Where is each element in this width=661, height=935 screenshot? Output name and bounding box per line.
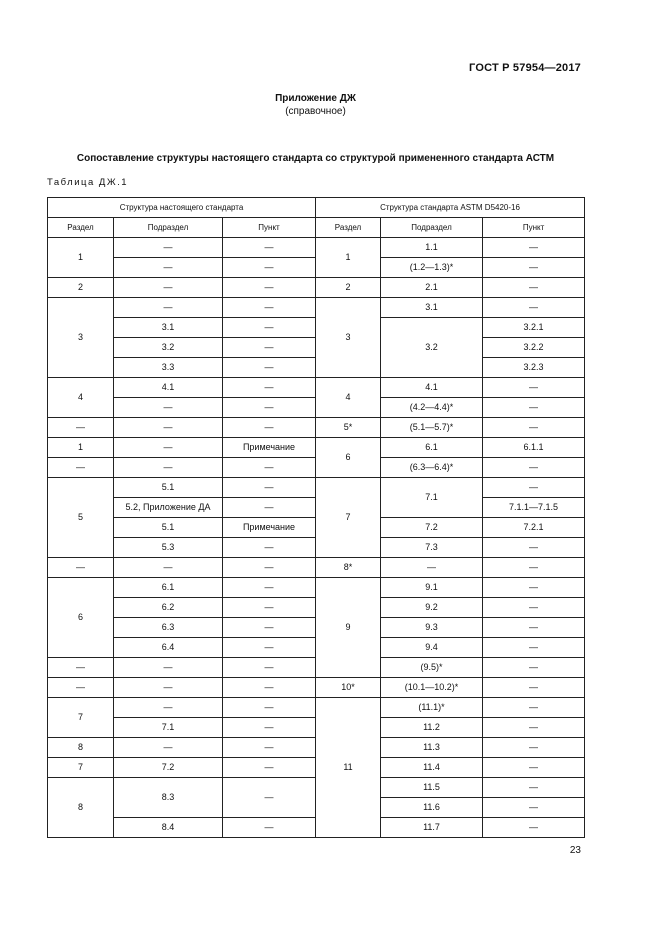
- table-cell: 3.2: [114, 338, 223, 358]
- table-cell: —: [483, 638, 585, 658]
- column-header-astm-clause: Пункт: [483, 218, 585, 238]
- table-cell: —: [483, 378, 585, 398]
- table-cell: —: [223, 538, 316, 558]
- table-cell: —: [114, 438, 223, 458]
- table-cell: 7.1: [381, 478, 483, 518]
- table-row: [48, 558, 585, 578]
- table-cell: —: [223, 378, 316, 398]
- table-cell: —: [483, 758, 585, 778]
- table-cell: 11.5: [381, 778, 483, 798]
- table-cell: —: [223, 238, 316, 258]
- table-cell: 1: [48, 238, 114, 278]
- table-cell: 5.1: [114, 518, 223, 538]
- table-cell: —: [223, 818, 316, 838]
- table-row: [48, 698, 585, 718]
- table-row: [48, 578, 585, 598]
- table-cell: —: [223, 398, 316, 418]
- table-cell: 1: [316, 238, 381, 278]
- table-cell: 7: [48, 698, 114, 738]
- table-cell: 7.3: [381, 538, 483, 558]
- table-cell: —: [483, 798, 585, 818]
- table-cell: —: [483, 818, 585, 838]
- table-cell: 2: [48, 278, 114, 298]
- table-cell: —: [483, 238, 585, 258]
- table-cell: —: [223, 638, 316, 658]
- table-cell: (11.1)*: [381, 698, 483, 718]
- table-cell: —: [114, 418, 223, 438]
- table-cell: (4.2—4.4)*: [381, 398, 483, 418]
- table-cell: —: [483, 398, 585, 418]
- table-cell: 11.7: [381, 818, 483, 838]
- table-row: [48, 378, 585, 398]
- table-cell: 5: [48, 478, 114, 558]
- table-cell: —: [223, 658, 316, 678]
- table-cell: —: [223, 558, 316, 578]
- table-cell: —: [223, 418, 316, 438]
- table-cell: 3: [48, 298, 114, 378]
- table-cell: 3.2.2: [483, 338, 585, 358]
- table-cell: (5.1—5.7)*: [381, 418, 483, 438]
- table-cell: 6.1: [381, 438, 483, 458]
- table-cell: —: [114, 658, 223, 678]
- table-cell: —: [114, 258, 223, 278]
- table-cell: 7.1.1—7.1.5: [483, 498, 585, 518]
- table-cell: —: [114, 298, 223, 318]
- table-cell: (1.2—1.3)*: [381, 258, 483, 278]
- table-cell: 6.3: [114, 618, 223, 638]
- annex-subtitle: (справочное): [285, 106, 346, 117]
- standard-number: ГОСТ Р 57954—2017: [469, 62, 581, 74]
- table-cell: 6: [316, 438, 381, 478]
- table-cell: —: [114, 458, 223, 478]
- table-cell: 4.1: [381, 378, 483, 398]
- table-cell: —: [483, 478, 585, 498]
- table-cell: —: [114, 738, 223, 758]
- table-cell: —: [114, 398, 223, 418]
- table-cell: 7.2.1: [483, 518, 585, 538]
- table-cell: —: [483, 598, 585, 618]
- table-cell: 1.1: [381, 238, 483, 258]
- table-cell: —: [483, 258, 585, 278]
- table-row: [48, 678, 585, 698]
- table-cell: —: [223, 738, 316, 758]
- table-cell: —: [223, 618, 316, 638]
- table-cell: 11: [316, 698, 381, 838]
- table-row: [48, 478, 585, 498]
- table-cell: 2: [316, 278, 381, 298]
- table-cell: 7.2: [114, 758, 223, 778]
- annex-heading: [0, 92, 631, 118]
- table-cell: 4.1: [114, 378, 223, 398]
- table-cell: 3.2.1: [483, 318, 585, 338]
- table-cell: 6.1.1: [483, 438, 585, 458]
- table-cell: 5.3: [114, 538, 223, 558]
- group-header-astm-standard: Структура стандарта ASTM D5420-16: [316, 198, 585, 218]
- table-caption: Таблица ДЖ.1: [47, 177, 129, 188]
- table-cell: —: [483, 418, 585, 438]
- table-cell: —: [223, 678, 316, 698]
- column-header-astm-subsection: Подраздел: [381, 218, 483, 238]
- comparison-table: [47, 197, 585, 838]
- column-header-astm-section: Раздел: [316, 218, 381, 238]
- table-cell: —: [114, 238, 223, 258]
- table-cell: 7.1: [114, 718, 223, 738]
- table-cell: —: [483, 658, 585, 678]
- table-cell: Примечание: [223, 518, 316, 538]
- table-cell: 8.4: [114, 818, 223, 838]
- table-cell: —: [483, 558, 585, 578]
- table-cell: —: [483, 298, 585, 318]
- column-header-subsection: Подраздел: [114, 218, 223, 238]
- table-cell: 3.2.3: [483, 358, 585, 378]
- table-cell: 9.4: [381, 638, 483, 658]
- column-header-clause: Пункт: [223, 218, 316, 238]
- table-cell: 5.1: [114, 478, 223, 498]
- table-cell: —: [48, 658, 114, 678]
- table-cell: —: [223, 478, 316, 498]
- table-row: [48, 278, 585, 298]
- table-cell: 6.1: [114, 578, 223, 598]
- table-cell: —: [223, 318, 316, 338]
- table-cell: —: [483, 458, 585, 478]
- column-header-section: Раздел: [48, 218, 114, 238]
- table-cell: 6.2: [114, 598, 223, 618]
- table-cell: —: [223, 578, 316, 598]
- table-cell: 3.2: [381, 318, 483, 378]
- table-cell: Примечание: [223, 438, 316, 458]
- table-cell: 8.3: [114, 778, 223, 818]
- table-cell: (10.1—10.2)*: [381, 678, 483, 698]
- table-cell: —: [48, 458, 114, 478]
- table-cell: —: [223, 338, 316, 358]
- table-cell: —: [483, 278, 585, 298]
- table-cell: 9.2: [381, 598, 483, 618]
- table-cell: 11.2: [381, 718, 483, 738]
- table-cell: 4: [316, 378, 381, 418]
- table-cell: —: [223, 598, 316, 618]
- table-cell: 8: [48, 738, 114, 758]
- table-cell: —: [223, 758, 316, 778]
- table-cell: 1: [48, 438, 114, 458]
- table-cell: 6.4: [114, 638, 223, 658]
- table-cell: —: [223, 698, 316, 718]
- table-cell: —: [114, 558, 223, 578]
- table-cell: 5.2, Приложение ДА: [114, 498, 223, 518]
- table-row: [48, 298, 585, 318]
- table-cell: (9.5)*: [381, 658, 483, 678]
- table-cell: —: [483, 678, 585, 698]
- table-cell: 11.3: [381, 738, 483, 758]
- table-cell: (6.3—6.4)*: [381, 458, 483, 478]
- table-cell: —: [48, 418, 114, 438]
- table-cell: —: [381, 558, 483, 578]
- table-cell: —: [483, 698, 585, 718]
- table-cell: —: [223, 258, 316, 278]
- table-cell: 3.3: [114, 358, 223, 378]
- table-cell: 3.1: [114, 318, 223, 338]
- table-cell: 7: [316, 478, 381, 558]
- table-cell: 11.4: [381, 758, 483, 778]
- table-cell: 5*: [316, 418, 381, 438]
- table-cell: 3: [316, 298, 381, 378]
- table-cell: 10*: [316, 678, 381, 698]
- table-row: [48, 418, 585, 438]
- table-cell: —: [483, 618, 585, 638]
- table-cell: 8*: [316, 558, 381, 578]
- table-cell: 2.1: [381, 278, 483, 298]
- table-cell: —: [114, 278, 223, 298]
- table-cell: —: [223, 778, 316, 818]
- group-header-this-standard: Структура настоящего стандарта: [48, 198, 316, 218]
- table-row: [48, 238, 585, 258]
- table-cell: —: [48, 678, 114, 698]
- table-cell: —: [114, 678, 223, 698]
- table-cell: —: [483, 718, 585, 738]
- table-cell: —: [223, 278, 316, 298]
- table-cell: —: [114, 698, 223, 718]
- annex-title: Приложение ДЖ: [275, 93, 356, 104]
- table-cell: 9.1: [381, 578, 483, 598]
- page-number: 23: [569, 845, 581, 856]
- table-cell: —: [483, 778, 585, 798]
- table-cell: 9.3: [381, 618, 483, 638]
- table-cell: 6: [48, 578, 114, 658]
- table-cell: 7.2: [381, 518, 483, 538]
- table-cell: —: [483, 578, 585, 598]
- table-cell: 7: [48, 758, 114, 778]
- table-cell: 4: [48, 378, 114, 418]
- table-cell: —: [223, 498, 316, 518]
- table-cell: 8: [48, 778, 114, 838]
- table-cell: —: [223, 458, 316, 478]
- table-cell: 3.1: [381, 298, 483, 318]
- table-cell: —: [223, 298, 316, 318]
- document-title: Сопоставление структуры настоящего стандарта со структурой примененного стандарта АСТМ: [76, 153, 555, 164]
- table-cell: 9: [316, 578, 381, 678]
- table-cell: —: [48, 558, 114, 578]
- table-cell: —: [483, 738, 585, 758]
- table-cell: —: [223, 718, 316, 738]
- table-cell: —: [483, 538, 585, 558]
- table-row: [48, 438, 585, 458]
- table-cell: 11.6: [381, 798, 483, 818]
- table-cell: —: [223, 358, 316, 378]
